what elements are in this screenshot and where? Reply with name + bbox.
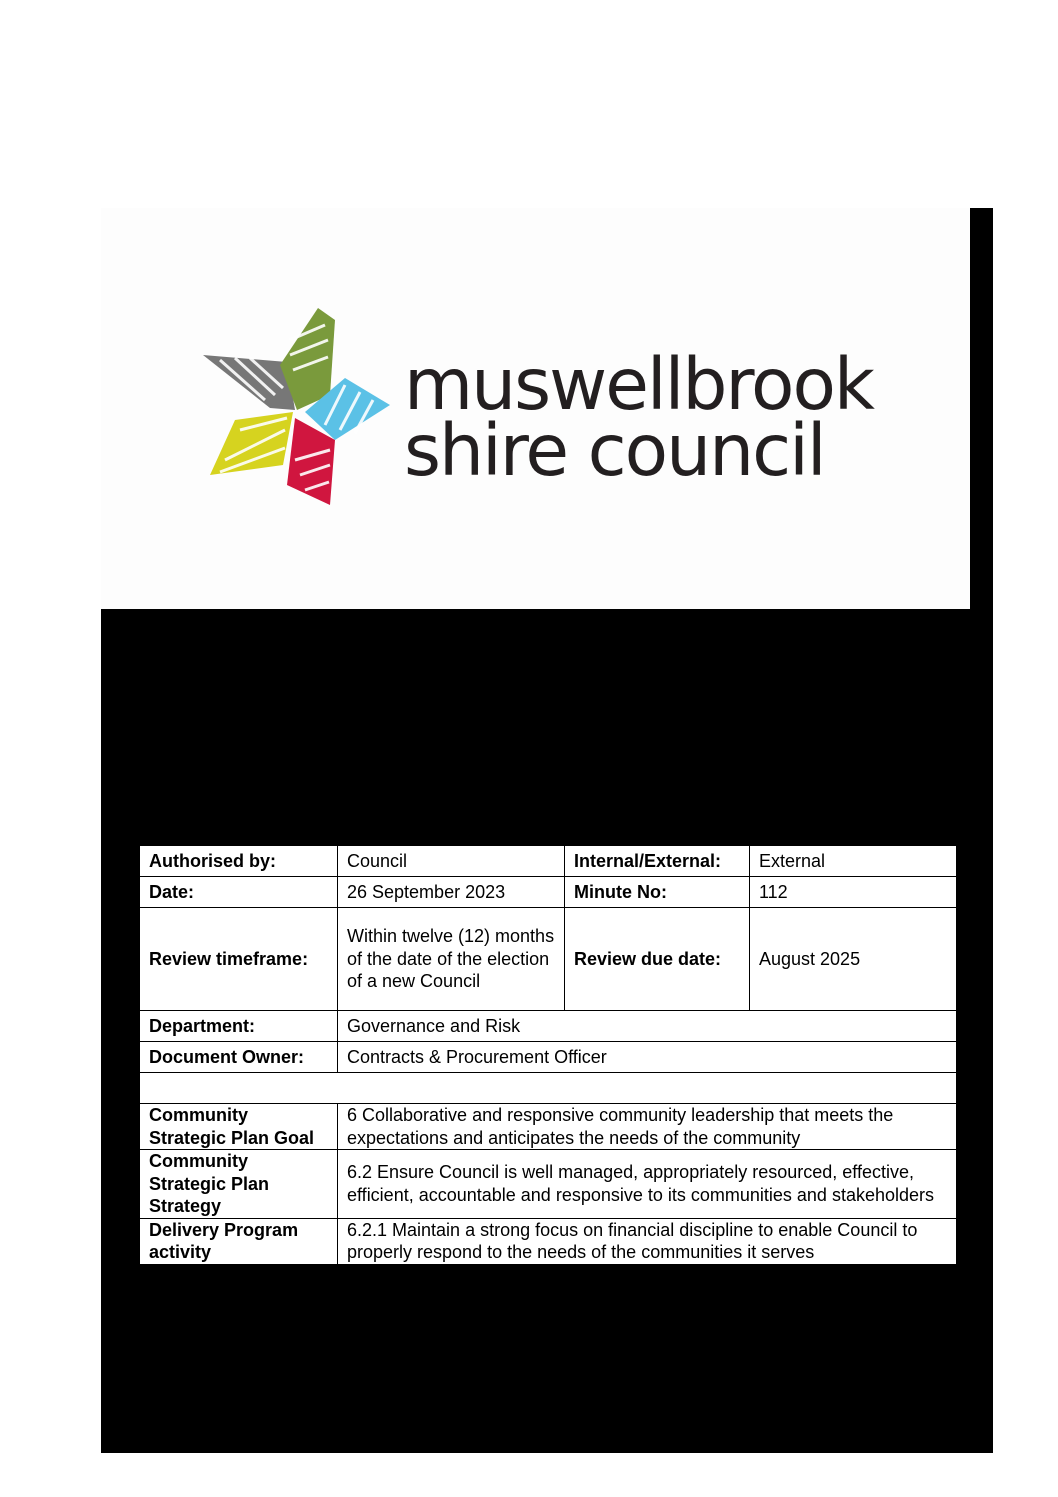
wordmark-line-2: shire council <box>404 409 825 492</box>
authorised-by-value: Council <box>338 846 565 877</box>
review-timeframe-value: Within twelve (12) months of the date of the election of a new Council <box>338 908 565 1011</box>
table-row <box>140 908 957 1011</box>
table-row-blank <box>140 1073 957 1104</box>
internal-external-label: Internal/External: <box>565 846 750 877</box>
csp-goal-value: 6 Collaborative and responsive community leadership that meets the expectations and anticipates the needs of the community <box>338 1104 957 1150</box>
council-star-logo-icon <box>195 300 400 510</box>
wordmark-line-1: muswellbrook <box>404 343 874 426</box>
document-owner-label: Document Owner: <box>140 1042 338 1073</box>
authorised-by-label: Authorised by: <box>140 846 338 877</box>
date-value: 26 September 2023 <box>338 877 565 908</box>
review-due-date-label: Review due date: <box>565 908 750 1011</box>
table-row <box>140 1042 957 1073</box>
delivery-program-value: 6.2.1 Maintain a strong focus on financial discipline to enable Council to properly respond to the needs of the communities it serves <box>338 1218 957 1264</box>
department-label: Department: <box>140 1011 338 1042</box>
table-row <box>140 1218 957 1264</box>
table-row <box>140 846 957 877</box>
document-owner-value: Contracts & Procurement Officer <box>338 1042 957 1073</box>
table-row <box>140 1150 957 1219</box>
table-row <box>140 1011 957 1042</box>
yellow-petal <box>210 412 293 475</box>
review-timeframe-label: Review timeframe: <box>140 908 338 1011</box>
council-wordmark <box>404 343 874 492</box>
internal-external-value: External <box>750 846 957 877</box>
department-value: Governance and Risk <box>338 1011 957 1042</box>
review-due-date-value: August 2025 <box>750 908 957 1011</box>
date-label: Date: <box>140 877 338 908</box>
minute-no-value: 112 <box>750 877 957 908</box>
csp-strategy-value: 6.2 Ensure Council is well managed, appropriately resourced, effective, efficient, accountable and responsive to its communities and stakeholders <box>338 1150 957 1219</box>
policy-details-table <box>139 845 957 1265</box>
minute-no-label: Minute No: <box>565 877 750 908</box>
table-row <box>140 1104 957 1150</box>
delivery-program-label: Delivery Program activity <box>140 1218 338 1264</box>
table-row <box>140 877 957 908</box>
csp-goal-label: Community Strategic Plan Goal <box>140 1104 338 1150</box>
csp-strategy-label: Community Strategic Plan Strategy <box>140 1150 338 1219</box>
